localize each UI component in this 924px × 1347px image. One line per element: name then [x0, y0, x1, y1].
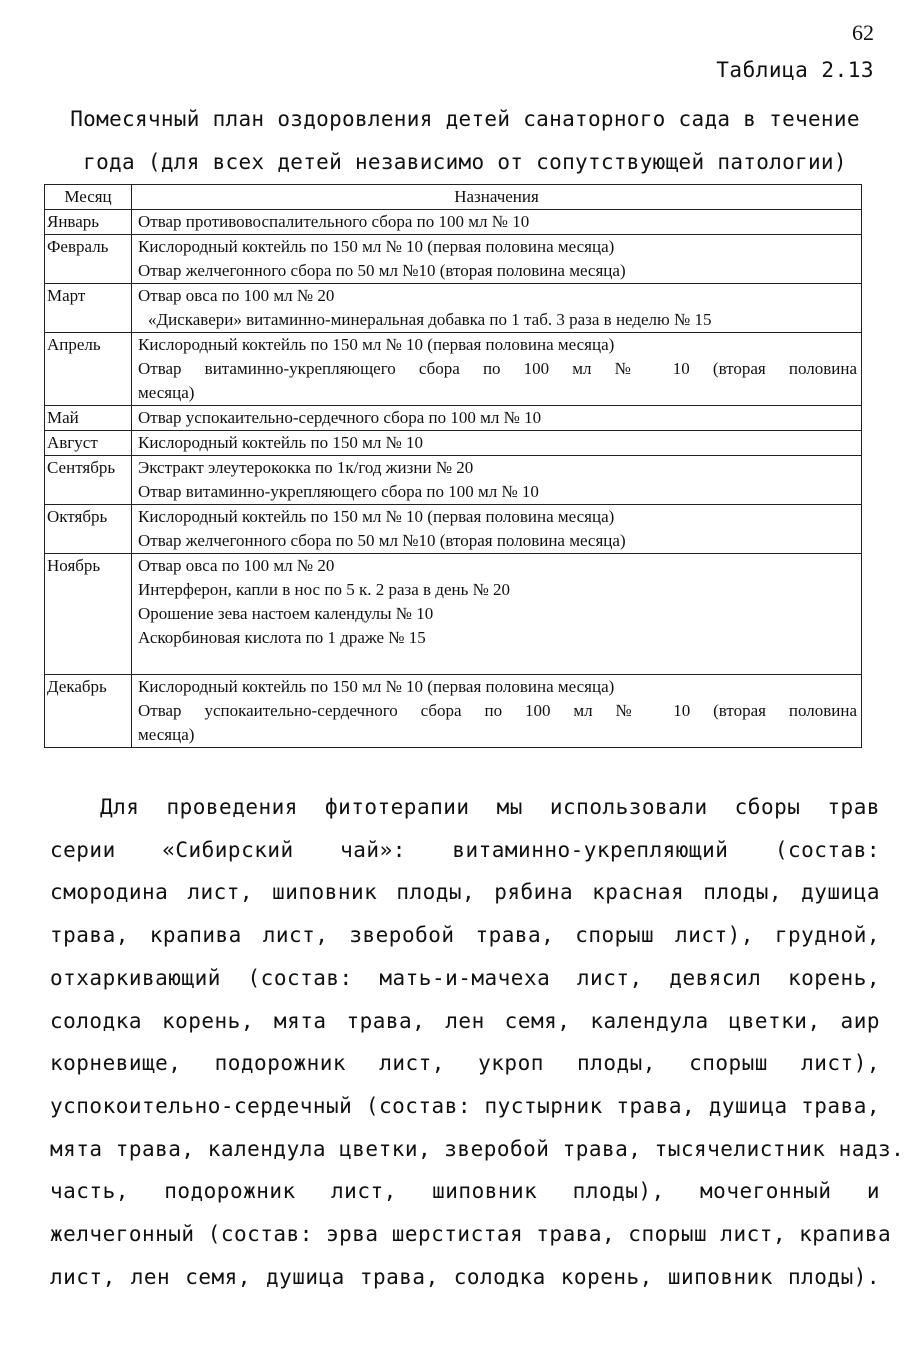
header-items: Назначения — [132, 185, 862, 210]
item-line: Кислородный коктейль по 150 мл № 10 (первая половина месяца) — [138, 677, 615, 696]
table-row — [45, 431, 862, 456]
paragraph-line: лист, лен семя, душица трава, солодка корень, шиповник плоды). — [50, 1264, 880, 1289]
table-header-row — [45, 185, 862, 210]
item-line: Отвар желчегонного сбора по 50 мл №10 (вторая половина месяца) — [138, 261, 626, 280]
item-line: Кислородный коктейль по 150 мл № 10 (первая половина месяца) — [138, 507, 615, 526]
item-line: «Дискавери» витаминно-минеральная добавка по 1 таб. 3 раза в неделю № 15 — [148, 310, 712, 329]
table-title — [40, 98, 890, 184]
month-cell: Апрель — [45, 333, 132, 406]
paragraph-line: отхаркивающий (состав: мать-и-мачеха лист, девясил корень, — [50, 965, 880, 990]
paragraph-line: трава, крапива лист, зверобой трава, спорыш лист), грудной, — [50, 923, 880, 948]
paragraph-line: корневище, подорожник лист, укроп плоды, спорыш лист), — [50, 1051, 880, 1076]
items-cell — [132, 406, 862, 431]
paragraph-line: желчегонный (состав: эрва шерстистая трава, спорыш лист, крапива — [50, 1222, 892, 1247]
items-cell — [132, 431, 862, 456]
table-row — [45, 554, 862, 675]
month-cell: Август — [45, 431, 132, 456]
plan-table — [44, 184, 862, 748]
month-cell: Февраль — [45, 235, 132, 284]
item-line: Отвар витаминно-укрепляющего сбора по 100 мл № 10 — [138, 482, 539, 501]
item-line: Кислородный коктейль по 150 мл № 10 — [138, 433, 424, 452]
paragraph-line: Для проведения фитотерапии мы использовали сборы трав — [100, 795, 880, 819]
item-line: Кислородный коктейль по 150 мл № 10 (первая половина месяца) — [138, 335, 615, 354]
paragraph-line: успокоительно-сердечный (состав: пустырник трава, душица трава, — [50, 1093, 880, 1118]
item-line: Интерферон, капли в нос по 5 к. 2 раза в день № 20 — [138, 580, 511, 599]
item-line: месяца) — [138, 725, 195, 744]
item-line: Аскорбиновая кислота по 1 драже № 15 — [138, 628, 426, 647]
items-cell — [132, 333, 862, 406]
items-cell — [132, 675, 862, 748]
page-number: 62 — [852, 20, 874, 45]
table-row — [45, 406, 862, 431]
table-row — [45, 675, 862, 748]
body-paragraph — [50, 786, 905, 1298]
paragraph-line: солодка корень, мята трава, лен семя, календула цветки, аир — [50, 1008, 880, 1033]
paragraph-line: смородина лист, шиповник плоды, рябина красная плоды, душица — [50, 880, 880, 905]
table-title-line: Помесячный план оздоровления детей санаторного сада в течение — [70, 107, 860, 131]
item-line: Отвар желчегонного сбора по 50 мл №10 (вторая половина месяца) — [138, 531, 626, 550]
item-line: Кислородный коктейль по 150 мл № 10 (первая половина месяца) — [138, 237, 615, 256]
month-cell: Декабрь — [45, 675, 132, 748]
table-title-line: года (для всех детей независимо от сопутствующей патологии) — [83, 150, 847, 174]
table-row — [45, 235, 862, 284]
table-row — [45, 333, 862, 406]
paragraph-line: серии «Сибирский чай»: витаминно-укрепляющий (состав: — [50, 837, 880, 862]
month-cell: Январь — [45, 210, 132, 235]
table-row — [45, 284, 862, 333]
table-row — [45, 210, 862, 235]
table-row — [45, 456, 862, 505]
month-cell: Март — [45, 284, 132, 333]
table-label: Таблица 2.13 — [716, 58, 874, 82]
month-cell: Октябрь — [45, 505, 132, 554]
items-cell — [132, 505, 862, 554]
header-month: Месяц — [45, 185, 132, 210]
item-line: месяца) — [138, 383, 195, 402]
item-line: Отвар витаминно-укрепляющего сбора по 100 мл № 10 (вторая половина — [138, 359, 857, 378]
items-cell — [132, 456, 862, 505]
item-line: Отвар успокаительно-сердечного сбора по 100 мл № 10 (вторая половина — [138, 701, 857, 720]
month-cell: Май — [45, 406, 132, 431]
paragraph-line: часть, подорожник лист, шиповник плоды), мочегонный и — [50, 1179, 880, 1204]
month-cell: Ноябрь — [45, 554, 132, 675]
item-line: Отвар овса по 100 мл № 20 — [138, 556, 335, 575]
items-cell — [132, 284, 862, 333]
month-cell: Сентябрь — [45, 456, 132, 505]
item-line: Орошение зева настоем календулы № 10 — [138, 604, 434, 623]
item-line: Отвар успокаительно-сердечного сбора по 100 мл № 10 — [138, 408, 542, 427]
item-line: Экстракт элеутерококка по 1к/год жизни № 20 — [138, 458, 474, 477]
items-cell — [132, 210, 862, 235]
item-line: Отвар противовоспалительного сбора по 100 мл № 10 — [138, 212, 530, 231]
paragraph-line: мята трава, календула цветки, зверобой трава, тысячелистник надз. — [50, 1136, 905, 1161]
table-row — [45, 505, 862, 554]
items-cell — [132, 554, 862, 675]
items-cell — [132, 235, 862, 284]
item-line: Отвар овса по 100 мл № 20 — [138, 286, 335, 305]
